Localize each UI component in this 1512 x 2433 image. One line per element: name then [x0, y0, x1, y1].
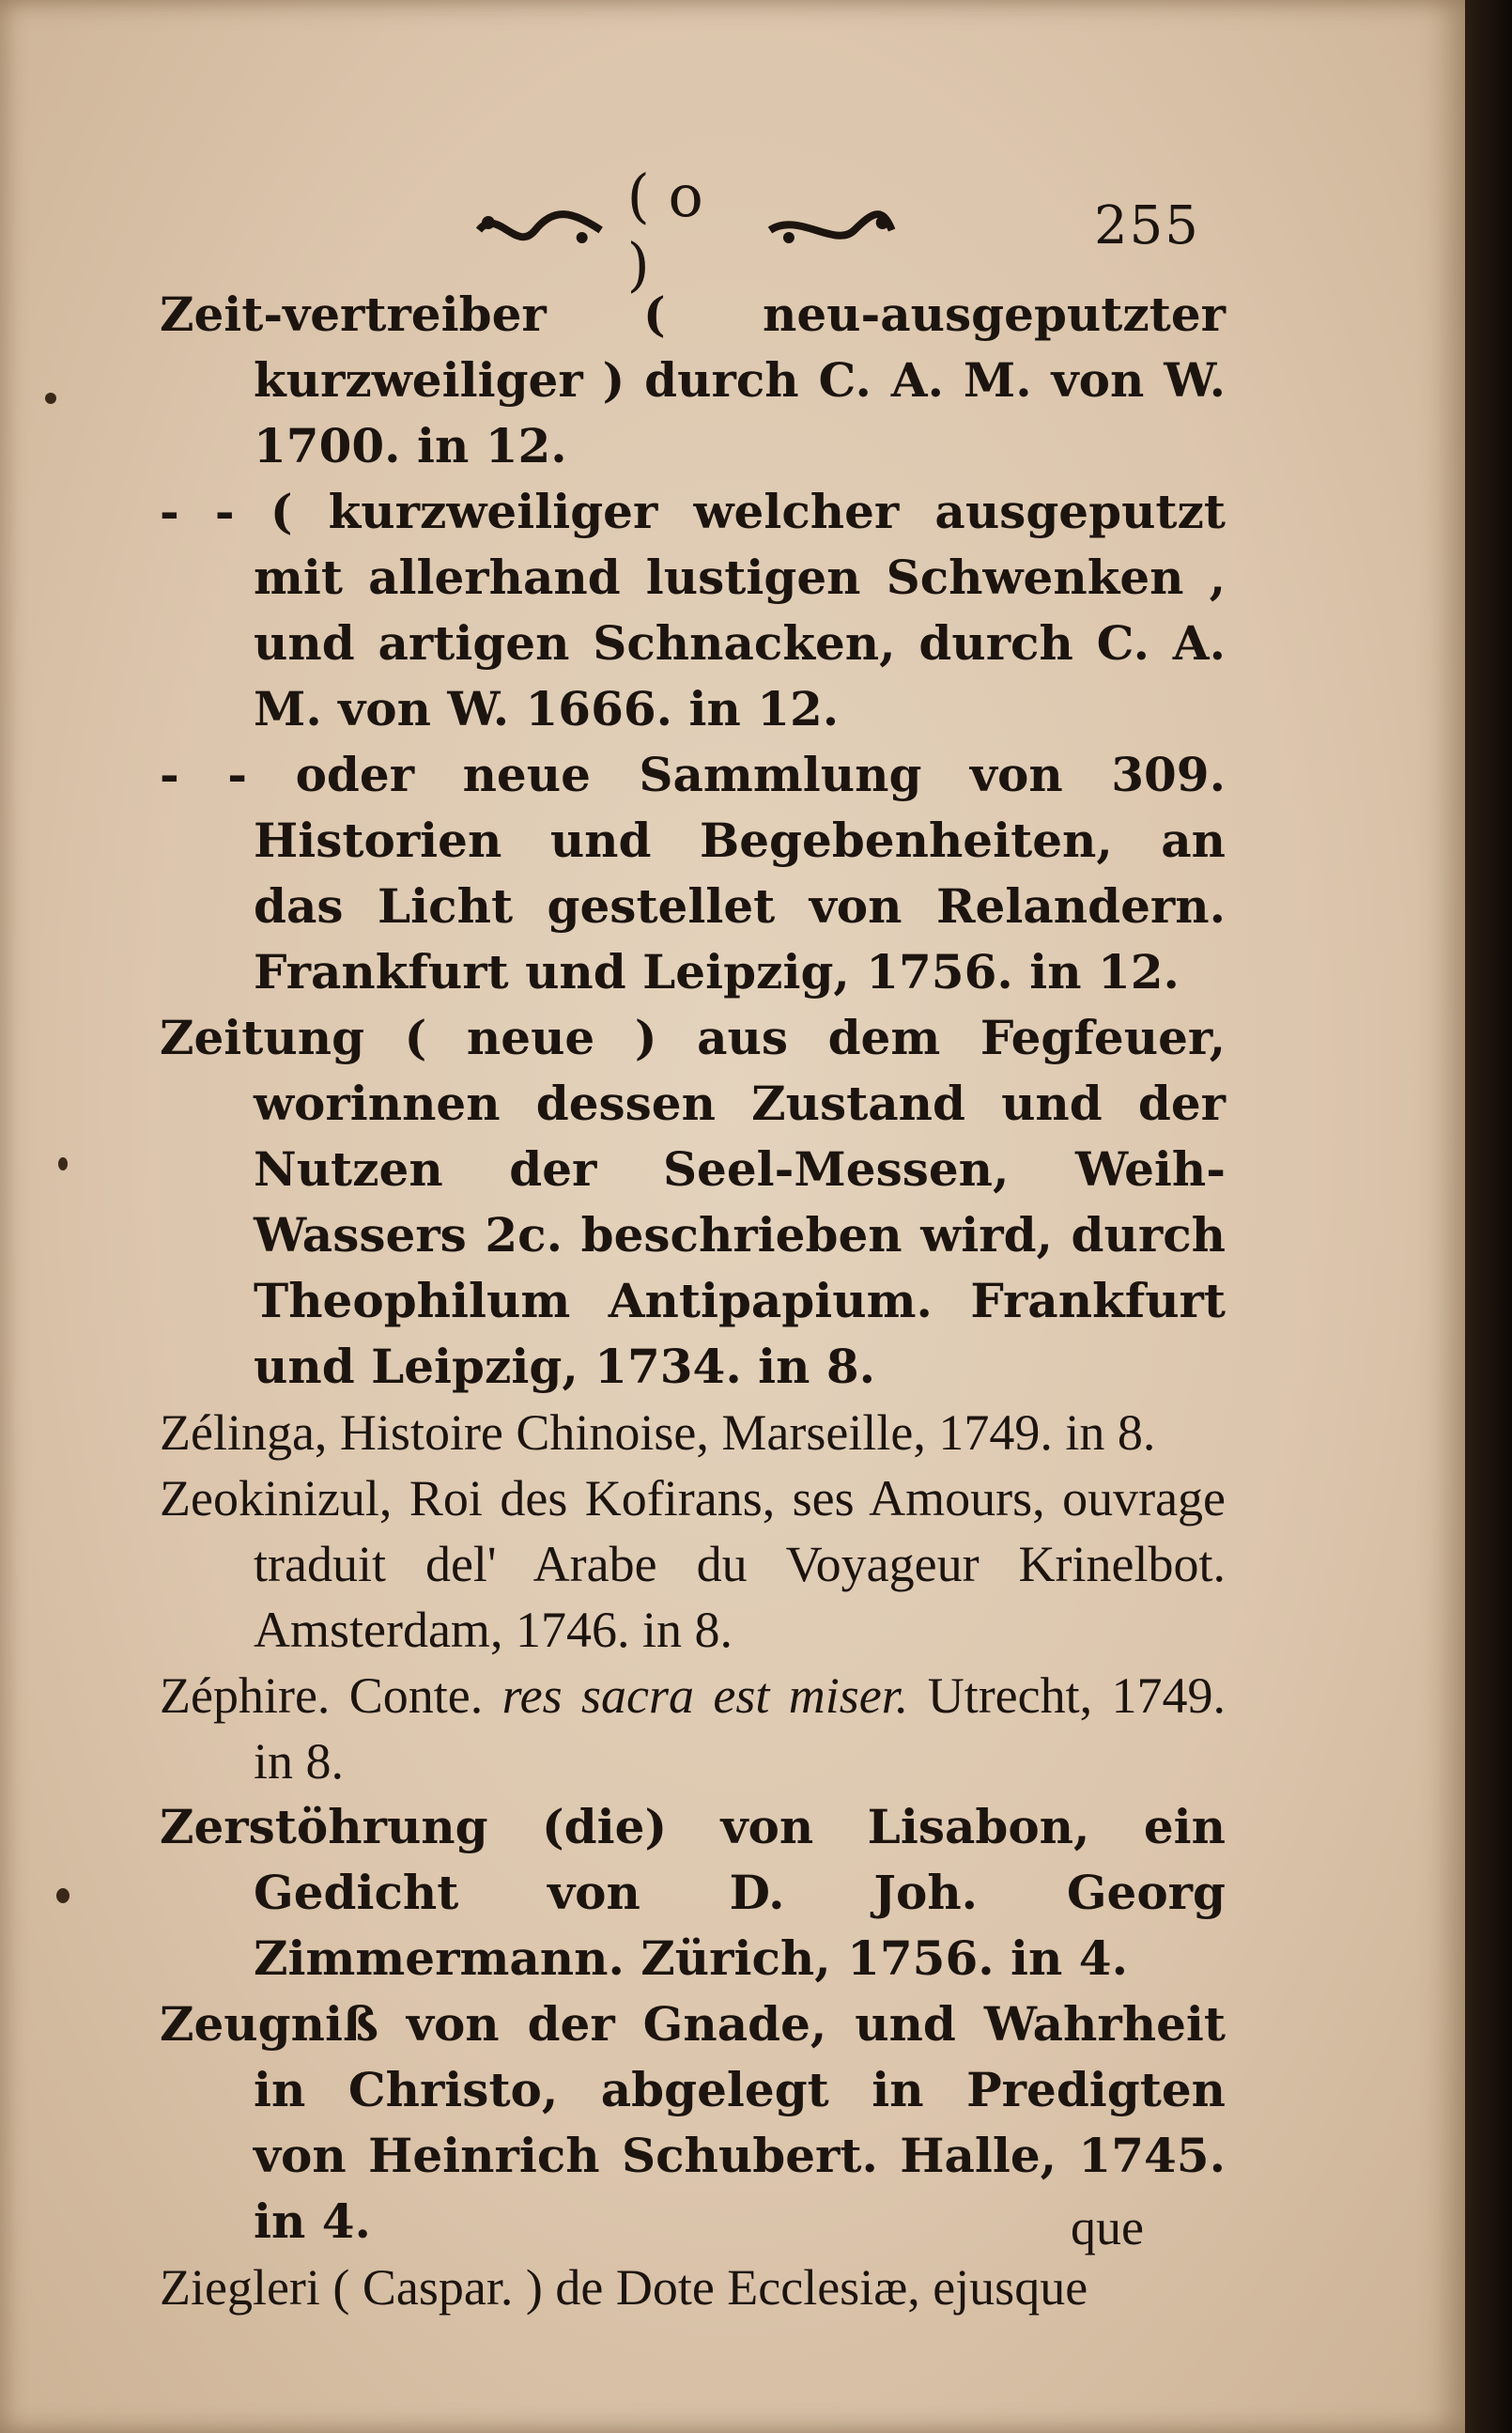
catalog-entry	[160, 1663, 1226, 1794]
catalog-entry: - - oder neue Sammlung von 309. Historien und Begebenheiten, an das Licht gestellet von Relandern. Frankfurt und Leipzig, 1756. in 12.	[160, 747, 1226, 1000]
entry-motto: res sacra est miser.	[501, 1667, 909, 1724]
catalog-entry: Zeitung ( neue ) aus dem Fegfeuer, worinnen dessen Zustand und der Nutzen der Seel-Messen, Weih-Wassers 2c. beschrieben wird, durch Theophilum Antipapium. Frankfurt und Leipzig, 1734. in 8.	[160, 1010, 1226, 1394]
entry-imprint: Utrecht, 1749. in 8.	[254, 1667, 1227, 1790]
right-flourish-icon	[761, 202, 902, 258]
ink-spot	[45, 393, 56, 404]
page-number: 255	[1094, 195, 1200, 256]
header-ornament-text: ( o )	[626, 162, 703, 299]
ink-spot	[58, 1157, 68, 1170]
catalog-entries	[160, 282, 1226, 2320]
page-edge	[1465, 0, 1512, 2433]
header-ornament	[470, 162, 902, 299]
catalog-entry: Zerstöhrung (die) von Lisabon, ein Gedicht von D. Joh. Georg Zimmermann. Zürich, 1756. in 4.	[160, 1799, 1226, 1986]
ink-spot	[56, 1888, 69, 1903]
catalog-entry: Ziegleri ( Caspar. ) de Dote Ecclesiæ, ejusque	[160, 2259, 1088, 2316]
entry-title: Zéphire. Conte.	[160, 1667, 484, 1724]
catalog-entry: Zeit-vertreiber ( neu-ausgeputzter kurzweiliger ) durch C. A. M. von W. 1700. in 12.	[160, 287, 1226, 473]
page-header	[0, 162, 1465, 299]
catalog-entry: Zélinga, Histoire Chinoise, Marseille, 1749. in 8.	[160, 1404, 1156, 1461]
catalog-entry: Zeugniß von der Gnade, und Wahrheit in Christo, abgelegt in Predigten von Heinrich Schubert. Halle, 1745. in 4.	[160, 1996, 1226, 2249]
catchword: que	[1071, 2199, 1144, 2255]
catalog-entry: Zeokinizul, Roi des Kofirans, ses Amours, ouvrage traduit del' Arabe du Voyageur Krinelbot. Amsterdam, 1746. in 8.	[160, 1470, 1226, 1658]
left-flourish-icon	[470, 202, 610, 258]
catalog-entry: - - ( kurzweiliger welcher ausgeputzt mit allerhand lustigen Schwenken , und artigen Schnacken, durch C. A. M. von W. 1666. in 12.	[160, 484, 1226, 736]
